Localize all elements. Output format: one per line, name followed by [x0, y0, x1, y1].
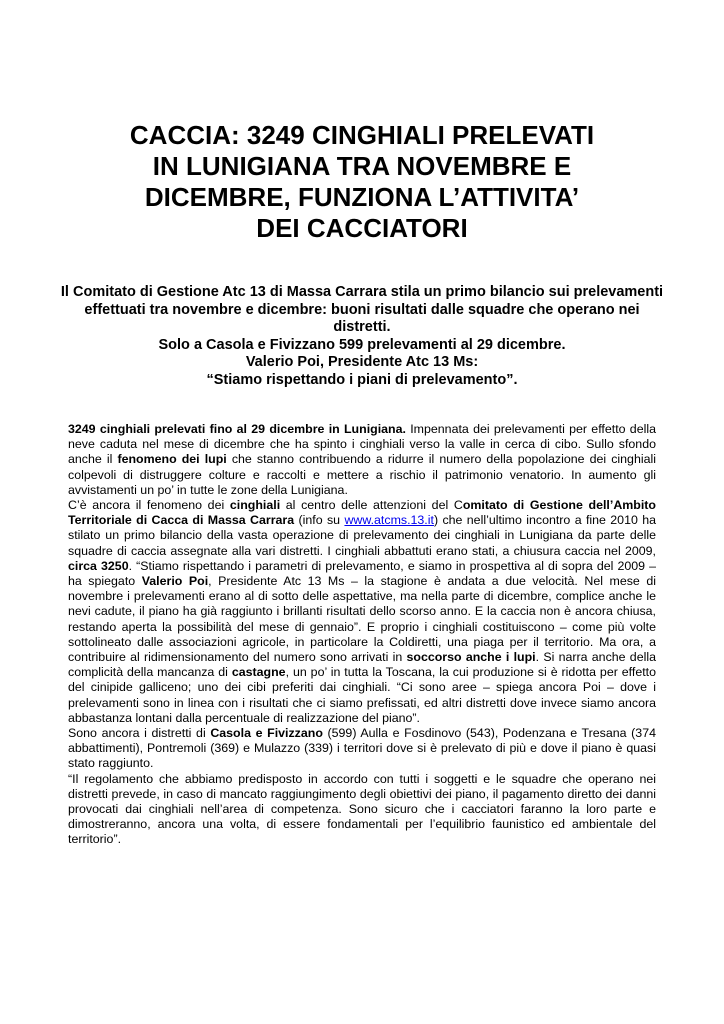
title-line: CACCIA: 3249 CINGHIALI PRELEVATI [129, 120, 595, 150]
lead-text: 3249 cinghiali prelevati fino al 29 dicembre in Lunigiana. [68, 422, 406, 436]
article-subheading [60, 284, 664, 389]
bold-text: omitato di Gestione dell’Ambito Territoriale di Cacca di Massa Carrara [68, 498, 656, 528]
article-body [68, 422, 656, 848]
paragraph-text: “Il regolamento che abbiamo predisposto in accordo con tutti i soggetti e le squadre che operano nei distretti prevede, in caso di mancato raggiungimento degli obiettivi dei piano, il pagamento diretto dei danni provocati dai cinghiali nell’area di competenza. Sono sicuro che i cacciatori faranno la loro parte e dimostreranno, ancora una volta, di essere fondamentali per l’equilibrio faunistico ed ambientale del territorio”. [68, 771, 656, 847]
bold-text: soccorso anche i lupi [406, 650, 536, 665]
bold-text: cinghiali [229, 498, 281, 513]
bold-text: castagne [231, 665, 286, 680]
paragraph-text: (599) Aulla e Fosdinovo (543), Podenzana e Tresana (374 abbattimenti), Pontremoli (369) e Mulazzo (339) i territori dove si è prelevato di più e dove il piano è quasi stato raggiunto. [68, 726, 656, 771]
paragraph-text: , Presidente Atc 13 Ms – la stagione è andata a due velocità. Nel mese di novembre i prelevamenti erano al di sotto delle aspettative, ma nella parte di dicembre, complice anche le nevi cadute, il piano ha già raggiunto i brillanti risultati dello scorso anno. E la caccia non è ancora chiusa, restando aperta la possibilità del mese di gennaio”. E proprio i cinghiali costituiscono – come più volte sottolineato dalle associazioni agricole, in particolare la Coldiretti, una piaga per il territorio. Ma ora, a contribuire al ridimensionamento del numero sono arrivati in [68, 574, 657, 665]
website-link[interactable]: www.atcms.13.it [344, 513, 434, 528]
title-line: IN LUNIGIANA TRA NOVEMBRE E [152, 151, 572, 181]
subhead-line: “Stiamo rispettando i piani di prelevamento”. [206, 371, 518, 388]
bold-text: Valerio Poi [141, 574, 209, 589]
paragraph-text: al centro delle attenzioni del C [280, 498, 463, 513]
paragraph-text: Impennata dei prelevamenti per effetto della neve caduta nel mese di dicembre che ha spinto i cinghiali verso la valle in cerca di cibo. Sullo sfondo anche il [68, 422, 656, 467]
paragraph-text: che stanno contribuendo a ridurre il numero della popolazione dei cinghiali colpevoli di distruggere colture e raccolti e mettere a rischio il patrimonio venatorio. In aumento gli avvistamenti un po’ in tutte le zone della Lunigiana. [68, 452, 656, 497]
article-title [60, 120, 664, 244]
subhead-line: Solo a Casola e Fivizzano 599 prelevamenti al 29 dicembre. [158, 336, 566, 353]
paragraph-text: . “Stiamo rispettando i parametri di prelevamento, e siamo in prospettiva al di sopra del 2009 – ha spiegato [68, 558, 656, 589]
paragraph-text: , un po’ in tutta la Toscana, la cui produzione si è ridotta per effetto del cinipide galliceno; uno dei cibi preferiti dai cinghiali. “Ci sono aree – spiega ancora Poi – dove i prelevamenti sono in linea con i risultati che ci siamo prefissati, ed altri distretti dove invece siamo ancora abbastanza lontani dalla percentuale di realizzazione del piano”. [68, 665, 656, 725]
bold-text: circa 3250 [68, 558, 129, 573]
paragraph-text: C’è ancora il fenomeno dei [68, 498, 230, 513]
title-line: DICEMBRE, FUNZIONA L’ATTIVITA’ [144, 182, 580, 212]
paragraph-text: . Si narra anche della complicità della mancanza di [68, 650, 656, 680]
paragraph-text: ) che nell’ultimo incontro a fine 2010 ha stilato un primo bilancio della vasta operazione di prelevamento dei cinghiali in Lunigiana da parte delle squadre di caccia assegnate alla vari distretti. I cinghiali abbattuti erano stati, a chiusura caccia nel 2009, [68, 513, 656, 558]
paragraph-1 [68, 422, 656, 498]
paragraph-4 [68, 772, 656, 848]
paragraph-text: (info su [294, 513, 345, 528]
title-line: DEI CACCIATORI [256, 213, 468, 243]
paragraph-3 [68, 726, 656, 772]
paragraph-2 [68, 498, 656, 726]
paragraph-text: Sono ancora i distretti di [68, 726, 211, 741]
bold-text: Casola e Fivizzano [210, 726, 323, 741]
bold-text: fenomeno dei lupi [117, 452, 227, 467]
subhead-line: Il Comitato di Gestione Atc 13 di Massa Carrara stila un primo bilancio sui prelevamenti effettuati tra novembre e dicembre: buoni risultati dalle squadre che operano nei distretti. [60, 284, 664, 335]
subhead-line: Valerio Poi, Presidente Atc 13 Ms: [245, 354, 479, 370]
